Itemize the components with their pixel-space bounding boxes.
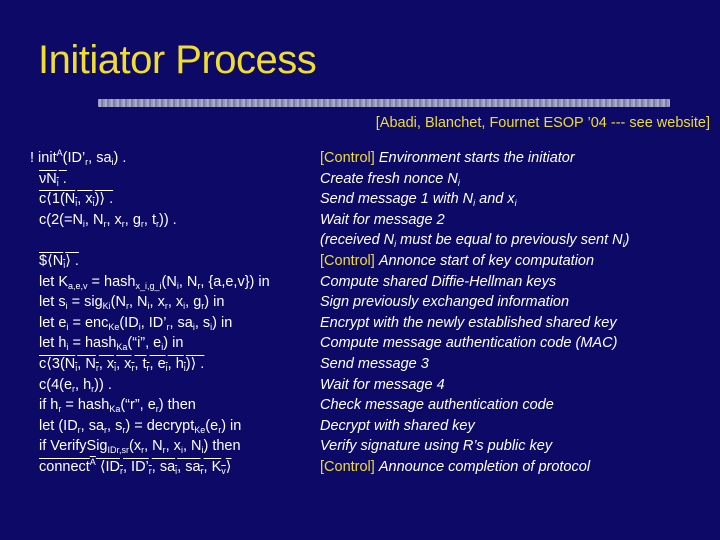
code-line: let $K_{a,e,v}$ = $hash_{x\_i,g\_i}(N_i$, $N_r$, {a,e,v}) in <box>39 273 270 291</box>
comment-line <box>320 169 629 190</box>
comment-text: Wait for message 2 <box>320 211 445 228</box>
code-line: if $VerifySig_{IDr,sr}(x_r$, $N_r$, $x_i$, $N_i$) then <box>39 438 241 456</box>
comment-text: Announce completion of protocol <box>378 458 591 475</box>
comment-text: Compute message authentication code (MAC) <box>320 335 618 352</box>
code-line: let $e_i = enc_{Ke}(ID_i$, $ID’_r$, $sa_i$, $s_i$) in <box>39 314 233 332</box>
comment-text: Compute shared Diffie-Hellman keys <box>320 273 557 290</box>
comment-line <box>320 375 629 396</box>
code-line <box>30 230 270 251</box>
comment-text: Decrypt with shared key <box>320 417 475 434</box>
control-tag: [Control] <box>320 252 379 269</box>
comment-line <box>320 230 629 251</box>
code-line: $c⟨3(N_i$, $N_r$, $x_i$, $x_r$, $t_r$, $e_i$, $h_i)⟩$ . <box>39 355 205 373</box>
comment-line <box>320 148 629 169</box>
citation: [Abadi, Blanchet, Fournet ESOP ’04 --- see website] <box>375 115 710 131</box>
comment-line <box>320 272 629 293</box>
comment-text: Annonce start of key computation <box>378 252 595 269</box>
comment-text: Verify signature using R’s public key <box>320 438 553 455</box>
comment-text: Encrypt with the newly established shared key <box>320 314 617 331</box>
comment-text: Wait for message 4 <box>320 376 445 393</box>
comment-line <box>320 189 629 210</box>
title-divider <box>98 99 670 107</box>
code-line: $\nu N_i$ . <box>39 170 67 188</box>
comment-line <box>320 333 629 354</box>
comment-line <box>320 251 629 272</box>
control-tag: [Control] <box>320 150 379 166</box>
comment-text: Sign previously exchanged information <box>320 294 570 311</box>
comment-text: Environment starts the initiator <box>378 150 575 166</box>
comment-line <box>320 457 629 478</box>
comment-line <box>320 292 629 313</box>
code-line: connect$^A$ $⟨ID_r$, $ID’_r$, $sa_i$, $sa_r$, $K_v⟩$ <box>39 456 232 476</box>
comment-text: Send message 3 <box>320 355 429 372</box>
comment-text: (received $N_i$ must be equal to previously sent $N_i$) <box>320 232 630 250</box>
code-line: if $h_r$ = hash$_{Ka}$(“r”, $e_r$) then <box>39 397 196 415</box>
code-line: let ($ID_r$, $sa_r$, $s_r$) = $decrypt_{Ke}(e_r)$ in <box>39 417 242 435</box>
code-line: $c(4(e_r$, $h_r$)) . <box>39 376 112 394</box>
slide-title: Initiator Process <box>38 38 317 82</box>
code-line: $c⟨1(N_i$, $x_i)⟩$ . <box>39 191 114 209</box>
comment-text: Send message 1 with $N_i$ and $x_i$ <box>320 191 517 209</box>
comment-text: Create fresh nonce $N_i$ <box>320 170 460 188</box>
comment-line <box>320 354 629 375</box>
control-tag: [Control] <box>320 458 379 475</box>
process-code <box>30 148 270 478</box>
code-line: $\$⟨N_i⟩$ . <box>39 252 79 270</box>
comment-line <box>320 395 629 416</box>
comment-line <box>320 416 629 437</box>
comment-line <box>320 436 629 457</box>
process-comments <box>320 148 629 478</box>
code-line: let $h_i$ = hash$_{Ka}$(“i”, $e_i$) in <box>39 335 184 353</box>
comment-line <box>320 210 629 231</box>
comment-line <box>320 313 629 334</box>
code-line: $c(2(=N_i$, $N_r$, $x_r$, $g_r$, $t_r$)) . <box>39 211 177 229</box>
code-line: let $s_i = sig_{Ki}(N_r$, $N_i$, $x_r$, $x_i$, $g_r$) in <box>39 294 225 312</box>
comment-text: Check message authentication code <box>320 397 554 414</box>
code-line: ! $init^A(ID’_r$, $sa_i$) . <box>30 148 127 167</box>
